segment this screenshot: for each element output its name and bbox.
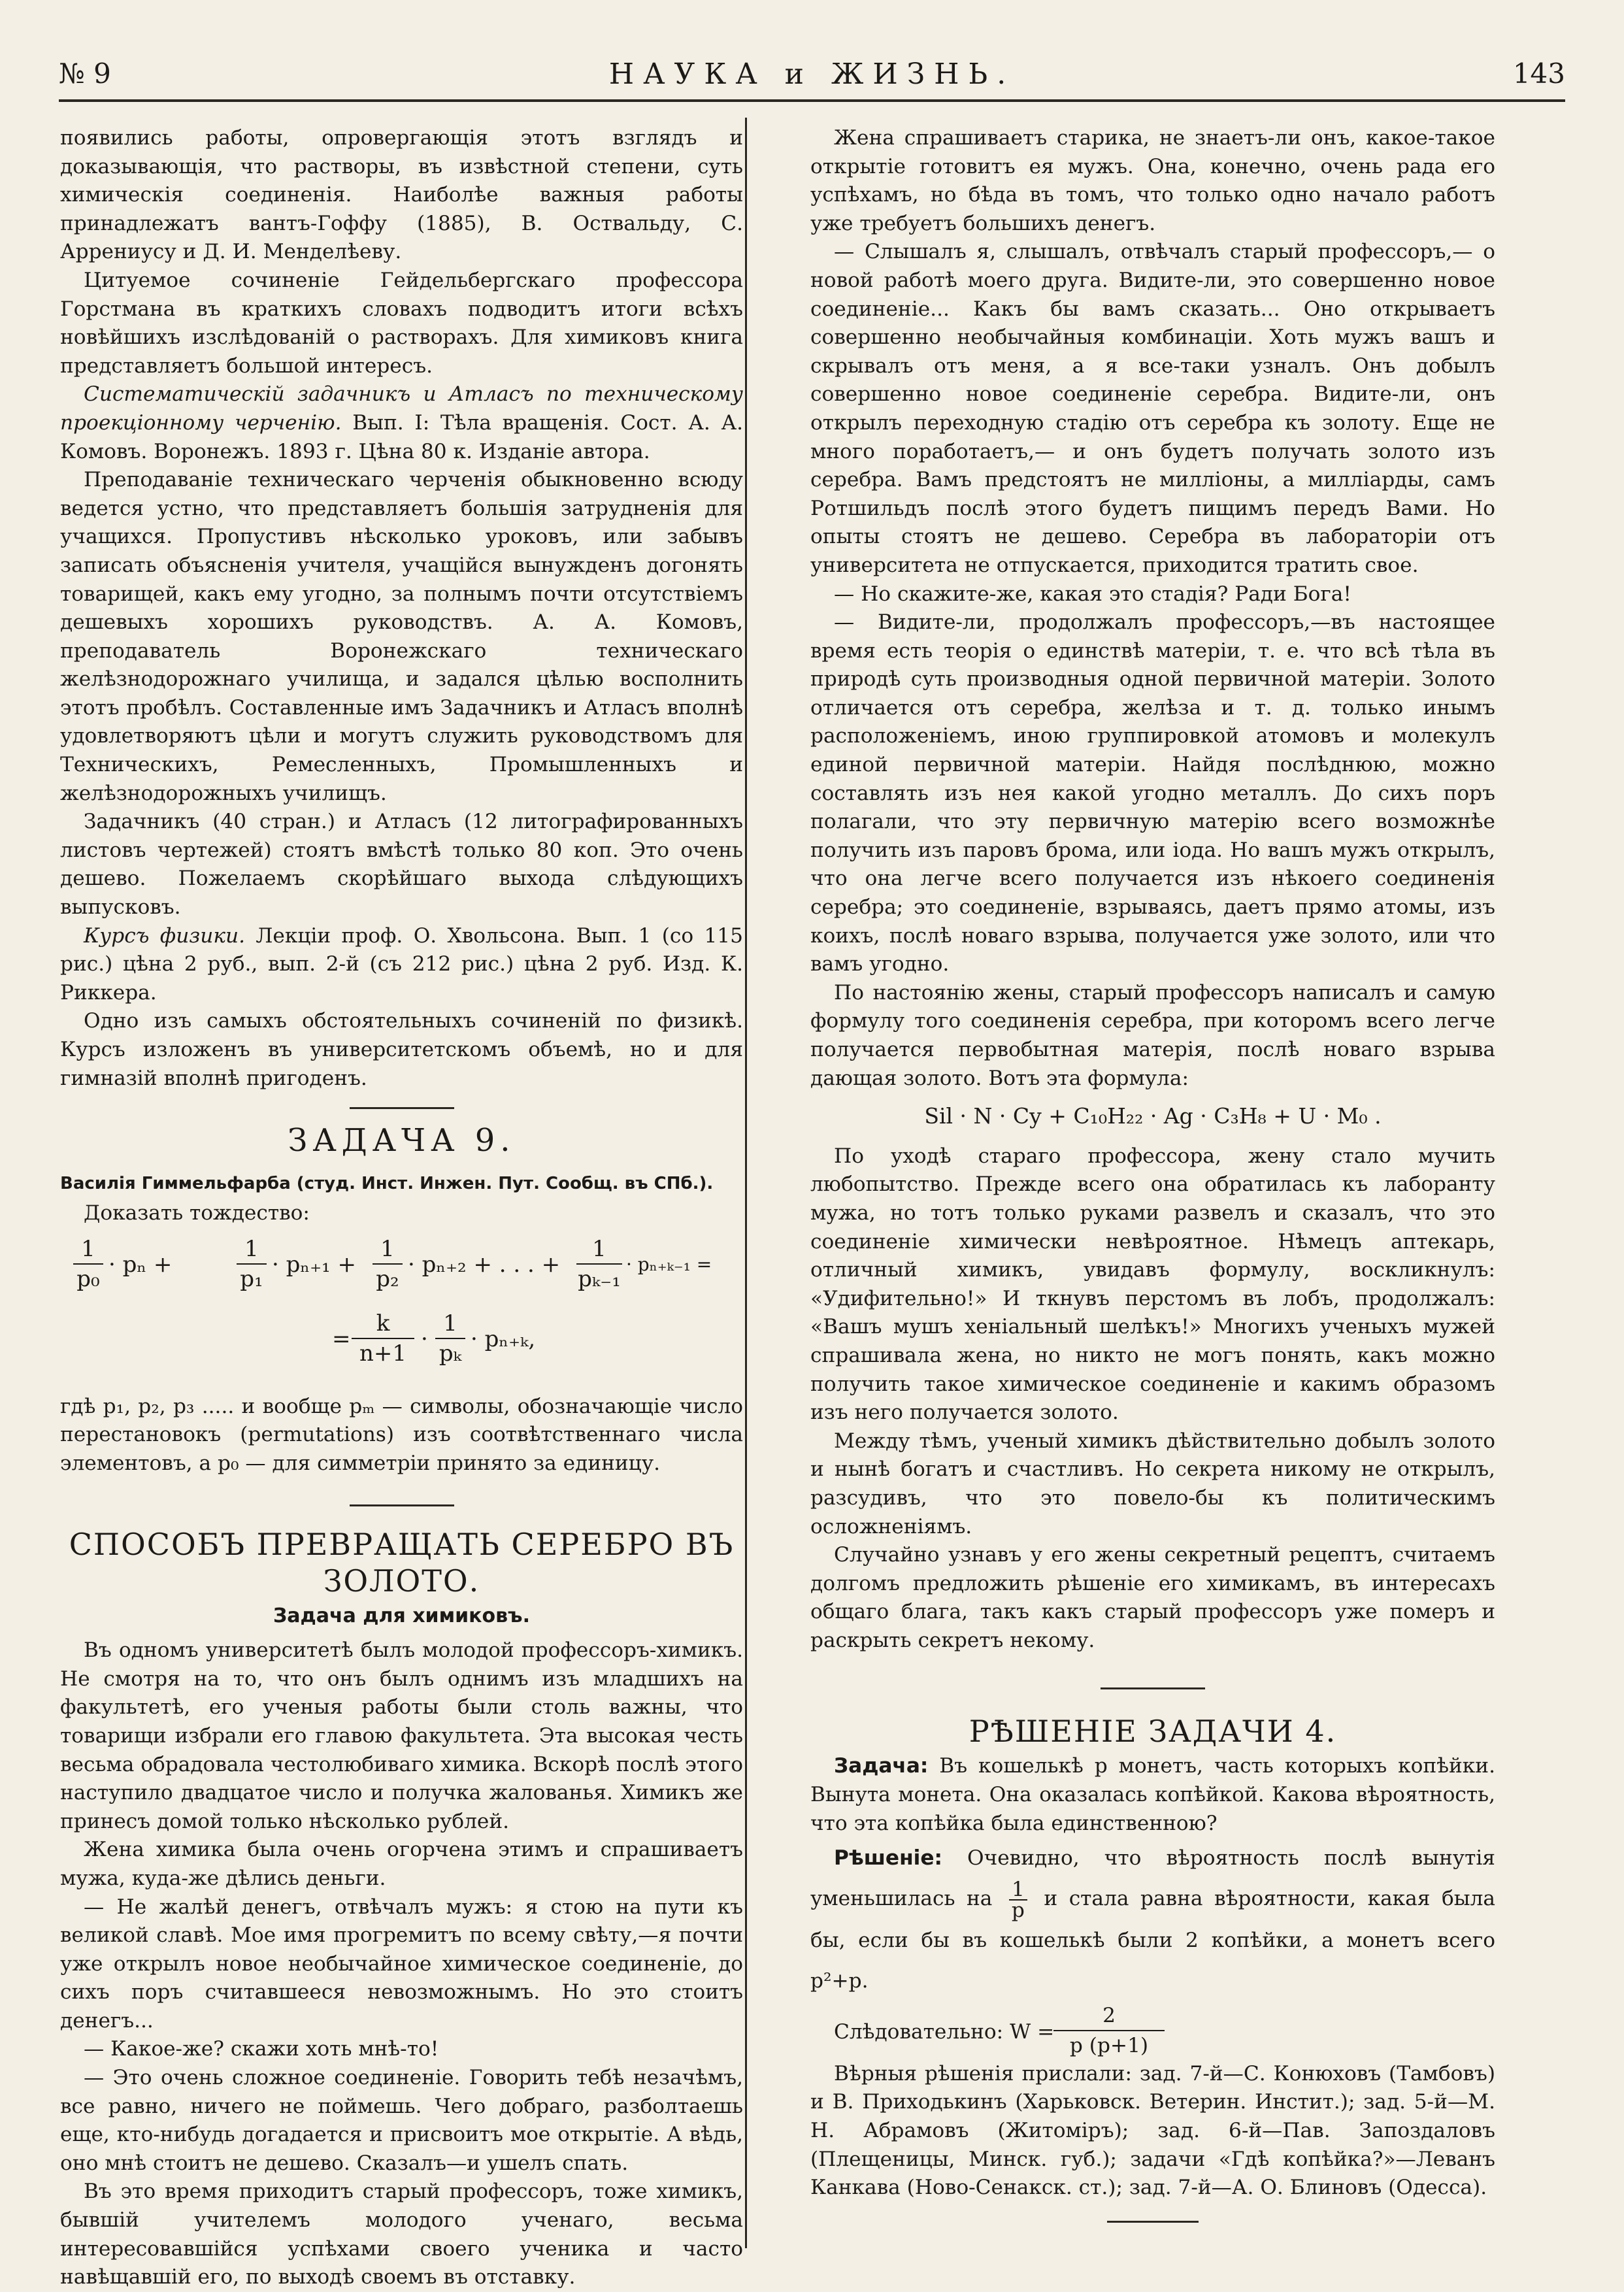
task9-heading: ЗАДАЧА 9. — [288, 1122, 516, 1159]
hence-label: Слѣдовательно: W = — [834, 2019, 1055, 2044]
paragraph: появились работы, опровергающія этотъ взглядъ и доказывающія, что растворы, въ извѣстной степени, суть химическія соединенія. Наиболѣе важныя работы принадлежатъ вантъ-Гоффу (1885), В. Оствальду, С. Аррениусу и Д. И. Менделѣеву. — [60, 126, 743, 264]
fraction: k n+1 — [352, 1309, 414, 1368]
paragraph: Одно изъ самыхъ обстоятельныхъ сочиненій по физикѣ. Курсъ изложенъ въ университетскомъ объемѣ, но и для гимназій вполнѣ пригоденъ. — [60, 1009, 743, 1090]
formula-term: · — [421, 1325, 428, 1352]
paragraph: Жена химика была очень огорчена этимъ и спрашиваетъ мужа, куда-же дѣлись деньги. — [60, 1838, 743, 1890]
right-column — [810, 124, 1495, 2223]
page-number: 143 — [1512, 58, 1565, 90]
paragraph: гдѣ p₁, p₂, p₃ ..... и вообще pₘ — символы, обозначающіе число перестановокъ (permutations) изъ соотвѣтственнаго числа элементовъ, а p₀ — для симметріи принято за единицу. — [60, 1394, 743, 1475]
task-text: Въ кошелькѣ p монетъ, часть которыхъ копѣйки. Вынута монета. Она оказалась копѣйкой. Какова вѣроятность, что эта копѣйка была единственною? — [810, 1754, 1495, 1835]
paragraph: По уходѣ стараго профессора, жену стало мучить любопытство. Прежде всего она обратилась къ лаборанту мужа, но тотъ только руками развелъ и сказалъ, что это соединеніе химически невѣроятное. Нѣмецъ аптекарь, отличный химикъ, увидавъ формулу, воскликнулъ: «Удифительно!» И ткнувъ перстомъ въ лобъ, продолжалъ: «Вашъ мушъ хеніальный шелѣкъ!» Многихъ ученыхъ мужей спрашивала жена, но никто не могъ понять, какъ можно получить такое химическое соединеніе и какимъ образомъ изъ него получается золото. — [810, 1144, 1495, 1425]
issue-number: № 9 — [59, 58, 111, 90]
fraction: 1 p₀ — [73, 1235, 103, 1293]
paragraph: По настоянію жены, старый профессоръ написалъ и самую формулу того соединенія серебра, при которомъ всего легче получается первобытная матерія, послѣ новаго взрыва дающая золото. Вотъ эта формула: — [810, 980, 1495, 1090]
header-rule — [59, 99, 1565, 102]
separator — [350, 1107, 454, 1109]
task-label: Задача: — [834, 1754, 929, 1778]
solution-heading: РѢШЕНІЕ ЗАДАЧИ 4. — [969, 1714, 1337, 1750]
paragraph: — Но скажите-же, какая это стадія? Ради Бога! — [834, 582, 1351, 606]
paragraph: Въ это время приходитъ старый профессоръ, тоже химикъ, бывшій учителемъ молодого ученаго, весьма интересовавшійся успѣхами своего ученика и часто навѣщавшій его, по выходѣ своемъ въ отставку. — [60, 2180, 743, 2289]
fraction: 1 pₖ — [435, 1309, 465, 1368]
paragraph: — Видите-ли, продолжалъ профессоръ,—въ настоящее время есть теорія о единствѣ матеріи, т. е. что всѣ тѣла въ природѣ суть производныя одной первичной матеріи. Золото отличается отъ серебра, желѣза и т. д. только инымъ расположеніемъ, иною группировкой атомовъ и молекулъ единой первичной матеріи. Найдя послѣднюю, можно составлять изъ нея какой угодно металлъ. До сихъ поръ полагали, что эту первичную матерію всего возможнѣе получить изъ паровъ брома, или іода. Но вашъ мужъ открылъ, что она легче всего получается изъ нѣкоего соединенія серебра; это соединеніе, взрываясь, даетъ прямо атомы, изъ коихъ, послѣ новаго взрыва, получается уже золото, или что вамъ угодно. — [810, 610, 1495, 976]
solution-part2: и стала равна вѣроятности, какая была бы, если бы въ кошелькѣ были 2 копѣйки, а монетъ всего p²+p. — [810, 1887, 1495, 1993]
paragraph: — Какое-же? скажи хоть мнѣ-то! — [84, 2037, 439, 2061]
fraction-1-over-p: $\frac{1}{p}$ — [1009, 1880, 1027, 1920]
page-header — [59, 58, 1565, 103]
paragraph: Задачникъ (40 стран.) и Атласъ (12 литографированныхъ листовъ чертежей) стоятъ вмѣстѣ только 80 коп. Это очень дешево. Пожелаемъ скорѣйшаго выхода слѣдующихъ выпусковъ. — [60, 810, 743, 920]
formula-term: · pₙ₊₂ + . . . + — [408, 1251, 561, 1278]
paragraph: — Не жалѣй денегъ, отвѣчалъ мужъ: я стою на пути къ великой славѣ. Мое имя прогремитъ по всему свѣту,—я почти уже открылъ новое необычайное химическое соединеніе, до сихъ поръ считавшееся невозможнымъ. Но это стоитъ денегъ... — [60, 1895, 743, 2033]
probability-result — [810, 2001, 1495, 2060]
task-statement — [810, 1752, 1495, 1838]
paragraph: — Это очень сложное соединеніе. Говорить тебѣ незачѣмъ, все равно, ничего не поймешь. Чего добраго, разболтаешь еще, кто-нибудь догадается и присвоитъ мое открытіе. А вѣдь, оно мнѣ стоитъ не дешево. Сказалъ—и ушелъ спать. — [60, 2066, 743, 2175]
paragraph: Преподаваніе техническаго черченія обыкновенно всюду ведется устно, что представляетъ большія затрудненія для учащихся. Пропустивъ нѣсколько уроковъ, или забывъ записать объясненія учителя, учащійся вынужденъ догонять товарищей, какъ ему угодно, за полнымъ почти отсутствіемъ дешевыхъ хорошихъ руководствъ. А. А. Комовъ, преподаватель Воронежскаго техническаго желѣзнодорожнаго училища, и задался цѣлью восполнить этотъ пробѣлъ. Составленные имъ Задачникъ и Атласъ вполнѣ удовлетворяютъ цѣли и могутъ служить руководствомъ для Техническихъ, Ремесленныхъ, Промышленныхъ и желѣзнодорожныхъ училищъ. — [60, 468, 743, 805]
task9-prove: Доказать тождество: — [84, 1201, 310, 1225]
solution-part1: Очевидно, что вѣроятность послѣ вынутія уменьшилась на — [810, 1846, 1495, 1911]
left-column — [60, 124, 743, 2292]
task9-author: Василія Гиммельфарба (студ. Инст. Инжен. Пут. Сообщ. въ СПб.). — [60, 1174, 714, 1194]
separator — [1107, 2221, 1199, 2223]
probability-fraction: 2 p (p+1) — [1053, 2001, 1165, 2060]
chemical-formula: Sil · N · Cy + C₁₀H₂₂ · Ag · C₃H₈ + U · M₀ . — [924, 1103, 1382, 1129]
formula-term: · pₙ + — [108, 1251, 173, 1278]
silver-heading: СПОСОБЪ ПРЕВРАЩАТЬ СЕРЕБРО ВЪ ЗОЛОТО. — [69, 1526, 735, 1599]
solution-text — [810, 1838, 1495, 2001]
paragraph: Въ одномъ университетѣ былъ молодой профессоръ-химикъ. Не смотря на то, что онъ былъ однимъ изъ младшихъ на факультетѣ, его ученыя работы были столь важны, что товарищи избрали его главою факультета. Эта высокая честь весьма обрадовала честолюбиваго химика. Вскорѣ послѣ этого наступило двадцатое число и получка жалованья. Химикъ же принесъ домой только нѣсколько рублей. — [60, 1638, 743, 1833]
formula-term: = — [332, 1325, 351, 1352]
silver-subheading: Задача для химиковъ. — [273, 1604, 531, 1627]
formula-term: · pₙ₊ₖ₋₁ = — [626, 1253, 712, 1275]
book-details: Вып. I: Тѣла вращенія. Сост. А. А. Комовъ. Воронежъ. 1893 г. Цѣна 80 к. Изданіе автора. — [60, 410, 743, 463]
fraction: 1 p₁ — [237, 1235, 267, 1293]
review-entry — [60, 922, 743, 1008]
column-divider — [745, 118, 747, 2248]
formula-term: · pₙ₊₁ + — [272, 1251, 356, 1278]
fraction: 1 pₖ₋₁ — [576, 1235, 622, 1293]
book-details: Лекціи проф. О. Хвольсона. Вып. 1 (со 115 рис.) цѣна 2 руб., вып. 2-й (съ 212 рис.) цѣна 2 руб. Изд. К. Риккера. — [60, 923, 743, 1005]
separator — [1101, 1687, 1205, 1689]
journal-title: НАУКА и ЖИЗНЬ. — [608, 58, 1016, 91]
review-entry — [60, 380, 743, 466]
separator — [350, 1504, 454, 1506]
book-title: Курсъ физики. — [84, 923, 246, 948]
paragraph: Жена спрашиваетъ старика, не знаетъ-ли онъ, какое-такое открытіе готовитъ ея мужъ. Она, конечно, очень рада его успѣхамъ, но бѣда въ томъ, что только одно начало работъ уже требуетъ большихъ денегъ. — [810, 126, 1495, 235]
solution-label: Рѣшеніе: — [834, 1846, 942, 1870]
book-title: Систематическій задачникъ и Атласъ по техническому проекціонному черченію. — [60, 382, 743, 435]
formula-term: · pₙ₊ₖ, — [471, 1325, 536, 1352]
paragraph: — Слышалъ я, слышалъ, отвѣчалъ старый профессоръ,— о новой работѣ моего друга. Видите-ли, это совершенно новое соединеніе... Какъ бы вамъ сказать... Оно открываетъ совершенно необычайныя комбинаціи. Хоть мужъ вашъ и скрывалъ отъ меня, а я все-таки узналъ. Онъ добылъ совершенно новое соединеніе серебра. Видите-ли, онъ открылъ переходную стадію отъ серебра къ золоту. Еще не много поработаетъ,— и онъ будетъ получать золото изъ серебра. Вамъ предстоятъ не милліоны, а милліарды, самъ Ротшильдъ послѣ этого будетъ пищимъ передъ Вами. Но опыты стоятъ не дешево. Серебра въ лабораторіи отъ университета не отпускается, приходится тратить свое. — [810, 240, 1495, 577]
paragraph: Цитуемое сочиненіе Гейдельбергскаго профессора Горстмана въ краткихъ словахъ подводитъ итоги всѣхъ новѣйшихъ изслѣдованій о растворахъ. Для химиковъ книга представляетъ большой интересъ. — [60, 268, 743, 378]
paragraph: Вѣрныя рѣшенія прислали: зад. 7-й—С. Конюховъ (Тамбовъ) и В. Приходькинъ (Харьковск. Ветерин. Инстит.); зад. 5-й—М. Н. Абрамовъ (Житоміръ); зад. 6-й—Пав. Запоздаловъ (Плещеницы, Минск. губ.); задачи «Гдѣ копѣйка?»—Леванъ Канкава (Ново-Сенакск. ст.); зад. 7-й—А. О. Блиновъ (Одесса). — [810, 2061, 1495, 2200]
identity-formula — [60, 1235, 743, 1385]
fraction: 1 p₂ — [373, 1235, 403, 1293]
paragraph: Случайно узнавъ у его жены секретный рецептъ, считаемъ долгомъ предложить рѣшеніе его химикамъ, въ интересахъ общаго блага, такъ какъ старый профессоръ уже померъ и раскрыть секретъ некому. — [810, 1543, 1495, 1652]
paragraph: Между тѣмъ, ученый химикъ дѣйствительно добылъ золото и нынѣ богатъ и счастливъ. Но секрета никому не открылъ, разсудивъ, что это повело-бы къ политическимъ осложненіямъ. — [810, 1429, 1495, 1538]
